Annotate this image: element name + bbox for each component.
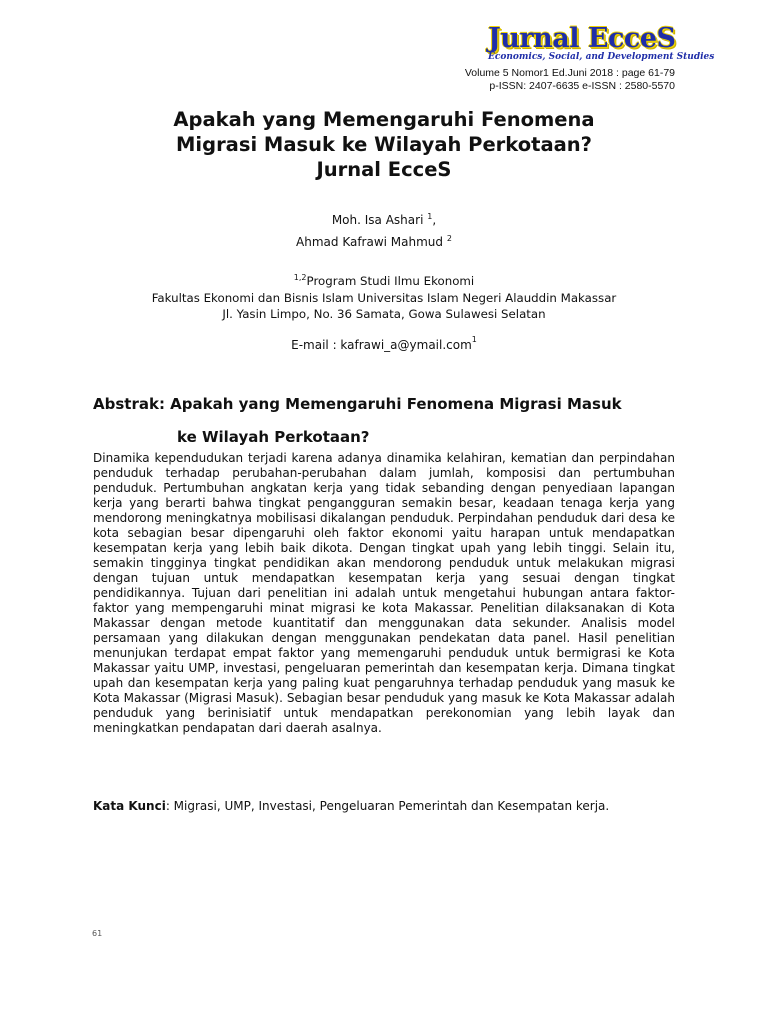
logo-subtitle: Economics, Social, and Development Studies: [488, 52, 715, 62]
page-number: 61: [92, 929, 103, 938]
paper-title: [80, 107, 688, 182]
title-line-2: Migrasi Masuk ke Wilayah Perkotaan?: [176, 133, 592, 156]
affil-mark: 1,2: [293, 273, 307, 282]
program-name: Program Studi Ilmu Ekonomi: [306, 274, 475, 288]
logo-title: Jurnal EcceS: [488, 23, 676, 54]
abstract-body: Dinamika kependudukan terjadi karena adanya dinamika kelahiran, kematian dan perpindahan penduduk terhadap perubahan-perubahan dalam jumlah, komposisi dan pertumbuhan penduduk. Pertumbuhan angkatan kerja yang tidak sebanding dengan penyediaan lapangan kerja yang berarti bahwa tingkat pengangguran semakin besar, keadaan tenaga kerja yang mendorong meningkatnya mobilisasi dikalangan penduduk. Perpindahan penduduk dari desa ke kota sebagian besar dipengaruhi oleh faktor ekonomi yaitu harapan untuk mendapatkan kesempatan kerja yang lebih baik dikota. Dengan tingkat upah yang lebih tinggi. Selain itu, semakin tingginya tingkat pendidikan akan mendorong penduduk untuk melakukan migrasi dengan tujuan untuk mendapatkan kesempatan kerja yang sesuai dengan tingkat pendidikannya. Tujuan dari penelitian ini adalah untuk mengetahui hubungan antara faktor-faktor yang mempengaruhi minat migrasi ke kota Makassar. Penelitian dilaksanakan di Kota Makassar dengan metode kuantitatif dan menggunakan data sekunder. Analisis model persamaan yang dilakukan dengan menggunakan pendekatan data panel. Hasil penelitian menunjukan terdapat empat faktor yang memengaruhi penduduk untuk bermigrasi ke Kota Makassar yaitu UMP, investasi, pengeluaran pemerintah dan kesempatan kerja. Dimana tingkat upah dan kesempatan kerja yang paling kuat pengaruhnya terhadap penduduk yang masuk ke Kota Makassar (Migrasi Masuk). Sebagian besar penduduk yang masuk ke Kota Makassar adalah penduduk yang berinisiatif untuk mendapatkan perekonomian yang lebih layak dan meningkatkan pendapatan dari daerah asalnya.: [93, 451, 675, 735]
author-name: Ahmad Kafrawi Mahmud: [296, 235, 444, 249]
keywords-label: Kata Kunci: [93, 799, 166, 813]
affiliation-faculty: Fakultas Ekonomi dan Bisnis Islam Universitas Islam Negeri Alauddin Makassar: [151, 290, 617, 305]
abstract-heading-line-1: Abstrak: Apakah yang Memengaruhi Fenomena Migrasi Masuk: [93, 395, 622, 413]
author-2: [60, 231, 688, 253]
journal-meta: [465, 67, 675, 93]
issn-info: p-ISSN: 2407-6635 e-ISSN : 2580-5570: [489, 80, 675, 92]
volume-info: Volume 5 Nomor1 Ed.Juni 2018 : page 61-79: [464, 67, 675, 79]
affiliation-program: [80, 273, 688, 290]
journal-logo: [488, 23, 715, 63]
author-separator: ,: [432, 213, 437, 227]
author-list: [80, 209, 688, 253]
abstract-heading: [93, 388, 693, 454]
title-line-1: Apakah yang Memengaruhi Fenomena: [173, 108, 595, 131]
keywords: [93, 799, 683, 813]
keywords-text: : Migrasi, UMP, Investasi, Pengeluaran Pemerintah dan Kesempatan kerja.: [165, 799, 610, 813]
author-affil-mark: 2: [446, 234, 452, 243]
affiliation: [80, 273, 688, 323]
author-1: [80, 209, 688, 231]
abstract-heading-line-2: ke Wilayah Perkotaan?: [177, 428, 370, 446]
title-line-3: Jurnal EcceS: [316, 158, 452, 181]
email-mark: 1: [471, 335, 477, 344]
author-affil-mark: 1: [427, 212, 433, 221]
affiliation-address: Jl. Yasin Limpo, No. 36 Samata, Gowa Sulawesi Selatan: [222, 307, 546, 321]
author-name: Moh. Isa Ashari: [331, 213, 424, 227]
contact-email: [80, 335, 688, 352]
email-text: E-mail : kafrawi_a@ymail.com: [291, 338, 472, 352]
